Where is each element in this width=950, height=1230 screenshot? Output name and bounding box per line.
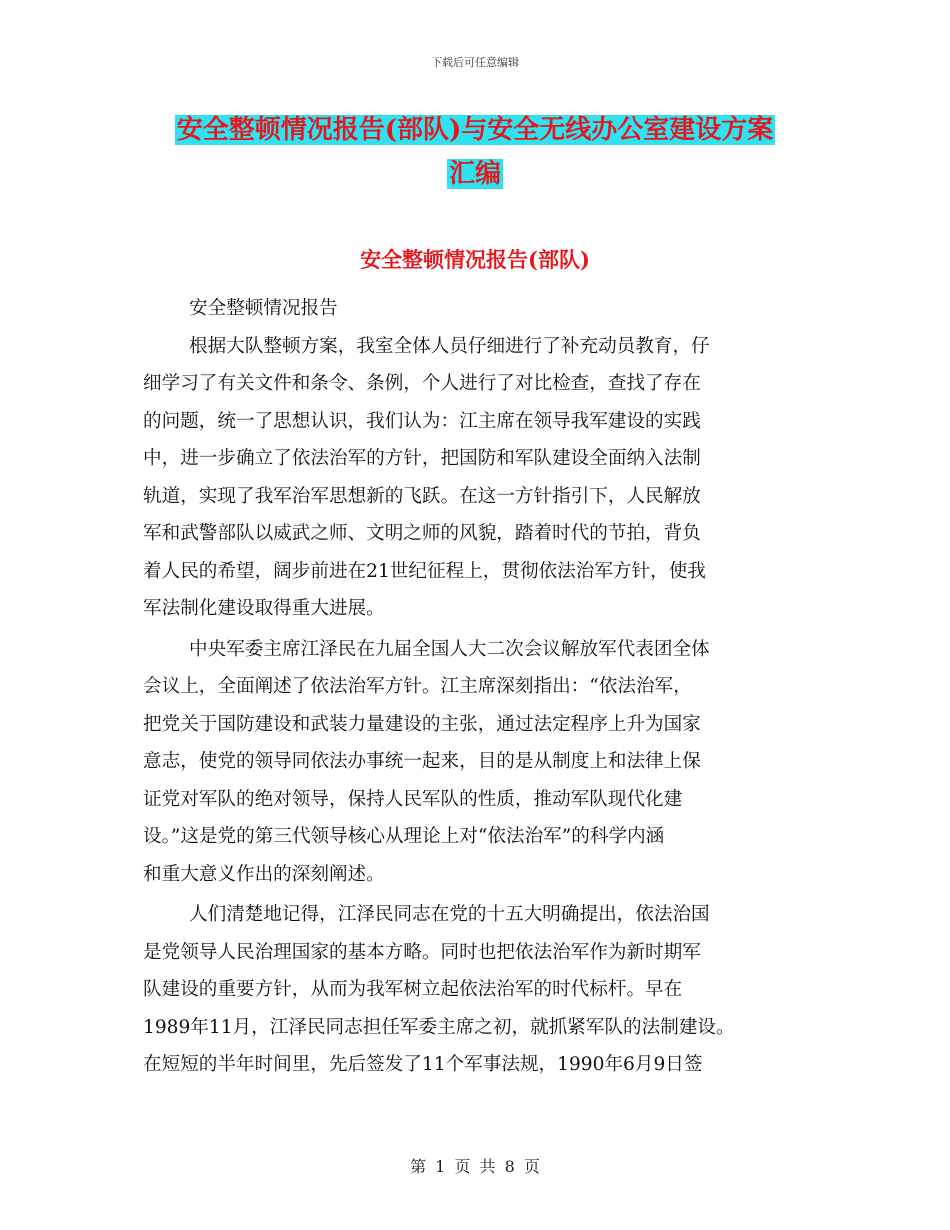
body-line: 人们清楚地记得，江泽民同志在党的十五大明确提出，依法治国 — [189, 904, 710, 925]
body-line: 的问题，统一了思想认识，我们认为：江主席在领导我军建设的实践 — [143, 410, 701, 432]
body-line: 中央军委主席江泽民在九届全国人大二次会议解放军代表团全体 — [189, 638, 710, 660]
body-line: 证党对军队的绝对领导，保持人民军队的性质，推动军队现代化建 — [143, 788, 683, 810]
body-line: 着人民的希望，阔步前进在21世纪征程上，贯彻依法治军方针，使我 — [143, 560, 706, 582]
body-line: 军法制化建设取得重大进展。 — [143, 598, 385, 619]
document-title-line-1 — [0, 110, 950, 150]
body-line: 是党领导人民治理国家的基本方略。同时也把依法治军作为新时期军 — [143, 941, 701, 963]
body-line: 中，进一步确立了依法治军的方针，把国防和军队建设全面纳入法制 — [143, 448, 701, 469]
document-title-line-2 — [0, 154, 950, 194]
body-line: 队建设的重要方针，从而为我军树立起依法治军的时代标杆。早在 — [143, 979, 683, 1000]
body-line: 军和武警部队以威武之师、文明之师的风貌，踏着时代的节拍，背负 — [143, 523, 701, 544]
body-line: 和重大意义作出的深刻阐述。 — [143, 863, 385, 885]
body-line: 意志，使党的领导同依法办事统一起来，目的是从制度上和法律上保 — [143, 751, 701, 772]
body-line: 轨道，实现了我军治军思想新的飞跃。在这一方针指引下，人民解放 — [143, 485, 701, 507]
page-footer: 第 1 页 共 8 页 — [410, 1157, 540, 1176]
body-line: 把党关于国防建设和武装力量建设的主张，通过法定程序上升为国家 — [143, 713, 701, 735]
body-line: 细学习了有关文件和条令、条例，个人进行了对比检查，查找了存在 — [143, 373, 701, 394]
body-line: 1989年11月，江泽民同志担任军委主席之初，就抓紧军队的法制建设。 — [143, 1016, 735, 1038]
body-line: 根据大队整顿方案，我室全体人员仔细进行了补充动员教育，仔 — [189, 335, 710, 357]
document-body — [143, 290, 813, 1084]
body-line: 设。”这是党的第三代领导核心从理论上对“依法治军”的科学内涵 — [143, 826, 665, 847]
body-line: 安全整顿情况报告 — [189, 298, 338, 319]
section-title: 安全整顿情况报告(部队) — [360, 247, 590, 272]
header-note: 下载后可任意编辑 — [431, 56, 519, 69]
body-line: 会议上，全面阐述了依法治军方针。江主席深刻指出：“依法治军， — [143, 676, 692, 697]
document-title-text-1: 安全整顿情况报告(部队)与安全无线办公室建设方案 — [176, 115, 774, 145]
body-line: 在短短的半年时间里，先后签发了11个军事法规，1990年6月9日签 — [143, 1054, 703, 1075]
document-title-text-2: 汇编 — [448, 159, 501, 189]
